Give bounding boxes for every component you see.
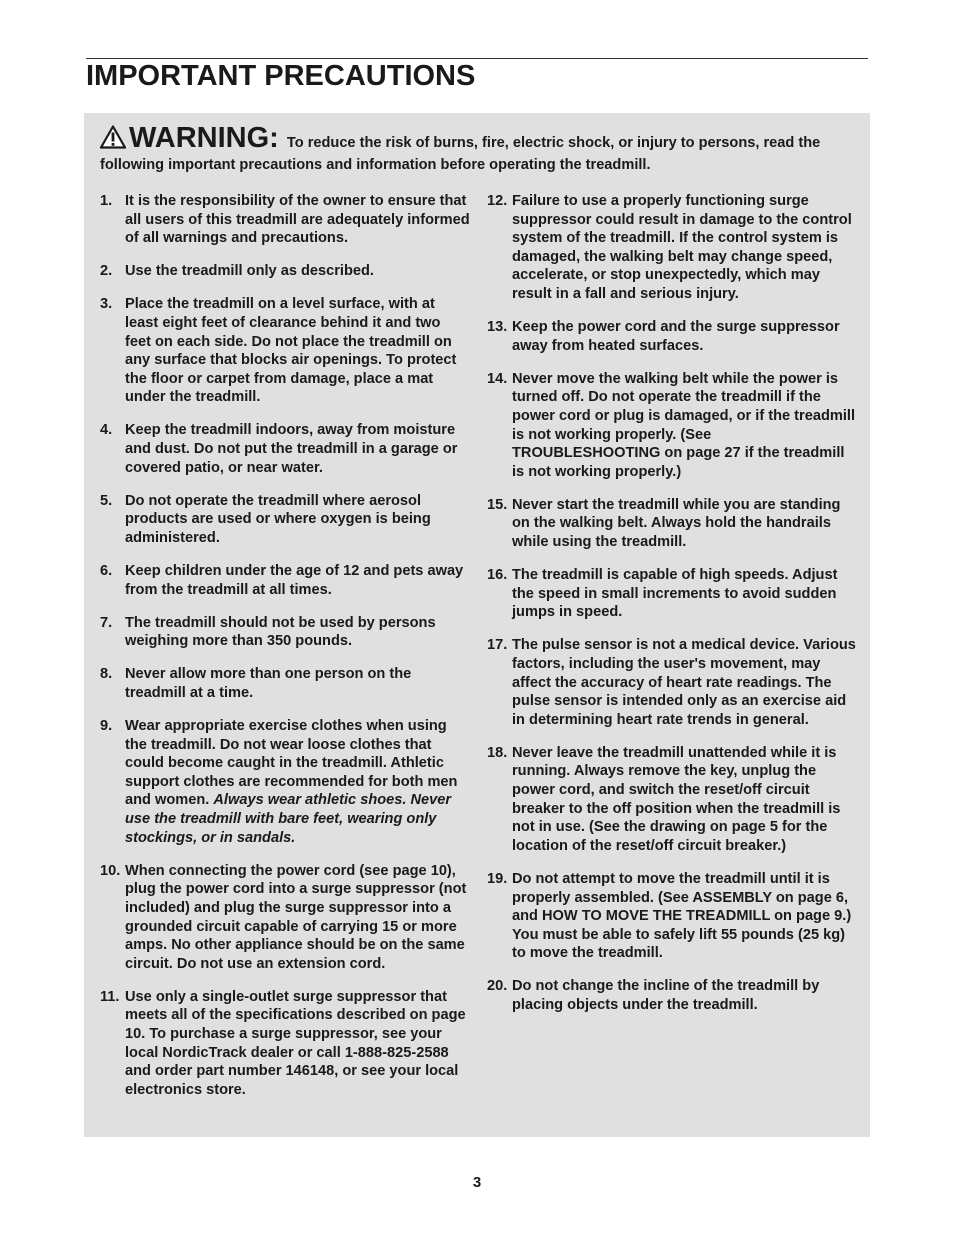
precaution-text: Use the treadmill only as described. xyxy=(125,263,374,280)
precaution-number: 14. xyxy=(487,370,508,387)
precaution-item xyxy=(100,717,470,847)
precaution-text-block xyxy=(125,988,470,1100)
precaution-text-block xyxy=(512,192,857,304)
precaution-emphasis: Always wear athletic shoes. Never use the treadmill with bare feet, wearing only stockings, or in sandals. xyxy=(125,792,452,846)
precaution-item xyxy=(100,665,470,702)
precaution-text-block xyxy=(125,614,470,651)
precaution-text: The treadmill should not be used by persons weighing more than 350 pounds. xyxy=(125,614,436,650)
precaution-number: 10. xyxy=(100,862,121,879)
precaution-text: Place the treadmill on a level surface, with at least eight feet of clearance behind it and two feet on each side. Do not place the treadmill on any surface that blocks air openings. To protect the floor or carpet from damage, place a mat under the treadmill. xyxy=(125,296,457,406)
precaution-text-block xyxy=(512,370,857,482)
precaution-number: 1. xyxy=(100,193,113,209)
precaution-number: 16. xyxy=(487,567,508,584)
precaution-number: 13. xyxy=(487,319,508,336)
warning-heading: WARNING: xyxy=(129,122,279,154)
precaution-number: 17. xyxy=(487,637,508,654)
precaution-text: Do not operate the treadmill where aerosol products are used or where oxygen is being administered. xyxy=(125,492,431,546)
precaution-number: 7. xyxy=(100,614,113,631)
precaution-text: The treadmill is capable of high speeds. Adjust the speed in small increments to avoid sudden jumps in speed. xyxy=(512,567,838,621)
precautions-column-right xyxy=(487,192,857,1029)
precaution-text: Never start the treadmill while you are standing on the walking belt. Always hold the handrails while using the treadmill. xyxy=(512,496,841,550)
precaution-text-block xyxy=(125,192,470,248)
precaution-item xyxy=(100,262,470,281)
precaution-text: Use only a single-outlet surge suppressor that meets all of the specifications described on page 10. To purchase a surge suppressor, see your local NordicTrack dealer or call 1-888-825-2588 and order part number 146148, or see your local electronics store. xyxy=(125,988,466,1098)
precaution-item xyxy=(487,192,857,304)
precaution-text: Failure to use a properly functioning surge suppressor could result in damage to the control system of the treadmill. If the control system is damaged, the walking belt may change speed, accelerate, or stop unexpectedly, which may result in a fall and serious injury. xyxy=(512,193,852,302)
precaution-item xyxy=(100,614,470,651)
precaution-text-block xyxy=(512,977,857,1014)
precaution-text: Do not change the incline of the treadmill by placing objects under the treadmill. xyxy=(512,978,820,1013)
precaution-text-block xyxy=(125,717,470,847)
precaution-item xyxy=(487,870,857,963)
precaution-text: The pulse sensor is not a medical device. Various factors, including the user's movement, may affect the accuracy of heart rate readings. The pulse sensor is intended only as an exercise aid in determining heart rate trends in general. xyxy=(512,637,856,728)
precaution-text: When connecting the power cord (see page 10), plug the power cord into a surge suppressor (not included) and plug the surge suppressor into a grounded circuit capable of carrying 15 or more amps. No other appliance should be on the same circuit. Do not use an extension cord. xyxy=(125,862,467,972)
warning-triangle-icon xyxy=(100,125,126,155)
precaution-text-block xyxy=(125,295,470,407)
precaution-item xyxy=(100,988,470,1100)
precaution-item xyxy=(487,496,857,552)
precaution-number: 6. xyxy=(100,563,113,579)
precaution-number: 4. xyxy=(100,422,113,439)
precaution-number: 2. xyxy=(100,263,113,280)
precaution-number: 18. xyxy=(487,744,508,761)
precaution-item xyxy=(100,492,470,548)
precaution-text: Do not attempt to move the treadmill until it is properly assembled. (See ASSEMBLY on page 6, and HOW TO MOVE THE TREADMILL on page 9.) You must be able to safely lift 55 pounds (25 kg) to move the treadmill. xyxy=(512,870,852,962)
precaution-number: 3. xyxy=(100,296,113,313)
precaution-number: 15. xyxy=(487,496,508,513)
precaution-text-block xyxy=(512,870,857,963)
precaution-text: Keep the power cord and the surge suppressor away from heated surfaces. xyxy=(512,319,840,354)
precaution-number: 19. xyxy=(487,870,508,887)
precaution-text-block xyxy=(125,492,470,548)
precaution-item xyxy=(100,192,470,248)
precaution-text-block xyxy=(125,262,470,281)
precaution-text: Keep the treadmill indoors, away from moisture and dust. Do not put the treadmill in a garage or covered patio, or near water. xyxy=(125,422,458,476)
precaution-text-block xyxy=(512,566,857,622)
precaution-text: Keep children under the age of 12 and pets away from the treadmill at all times. xyxy=(125,563,464,598)
precaution-item xyxy=(487,370,857,482)
precaution-text-block xyxy=(512,744,857,856)
precaution-text: Never allow more than one person on the treadmill at a time. xyxy=(125,666,412,701)
precaution-text-block xyxy=(512,318,857,355)
precaution-text-block xyxy=(125,862,470,974)
precaution-item xyxy=(100,421,470,477)
precaution-text: Wear appropriate exercise clothes when using the treadmill. Do not wear loose clothes that could become caught in the treadmill. Athletic support clothes are recommended for both men and women. xyxy=(125,718,458,809)
precautions-column-left xyxy=(100,192,470,1114)
precaution-item xyxy=(487,636,857,729)
precaution-text: Never move the walking belt while the power is turned off. Do not operate the treadmill if the power cord or plug is damaged, or if the treadmill is not working properly. (See TROUBLESHOOTING on page 27 if the treadmill is not working properly.) xyxy=(512,370,856,480)
precaution-number: 5. xyxy=(100,492,113,509)
precaution-number: 9. xyxy=(100,718,113,735)
precaution-item xyxy=(487,744,857,856)
precaution-text: Never leave the treadmill unattended while it is running. Always remove the key, unplug the power cord, and switch the reset/off circuit breaker to the off position when the treadmill is not in use. (See the drawing on page 5 for the location of the reset/off circuit breaker.) xyxy=(512,744,841,854)
precaution-text: It is the responsibility of the owner to ensure that all users of this treadmill are adequately informed of all warnings and precautions. xyxy=(125,193,470,247)
precaution-text-block xyxy=(125,665,470,702)
precaution-item xyxy=(487,566,857,622)
precaution-item xyxy=(487,977,857,1014)
precaution-item xyxy=(100,862,470,974)
precaution-number: 11. xyxy=(100,988,120,1005)
precaution-number: 12. xyxy=(487,193,508,209)
page-title: IMPORTANT PRECAUTIONS xyxy=(86,60,476,92)
warning-block xyxy=(100,123,858,175)
warning-text: To reduce the risk of burns, fire, electric shock, or injury to persons, read the following important precautions and information before operating the treadmill. xyxy=(100,135,821,173)
precaution-item xyxy=(100,562,470,599)
precautions-panel xyxy=(84,113,870,1137)
precaution-number: 8. xyxy=(100,666,113,683)
precaution-text-block xyxy=(125,421,470,477)
page-number: 3 xyxy=(472,1174,482,1191)
precaution-text-block xyxy=(125,562,470,599)
precaution-item xyxy=(100,295,470,407)
precaution-text-block xyxy=(512,636,857,729)
precaution-text-block xyxy=(512,496,857,552)
precaution-number: 20. xyxy=(487,978,508,995)
precaution-item xyxy=(487,318,857,355)
